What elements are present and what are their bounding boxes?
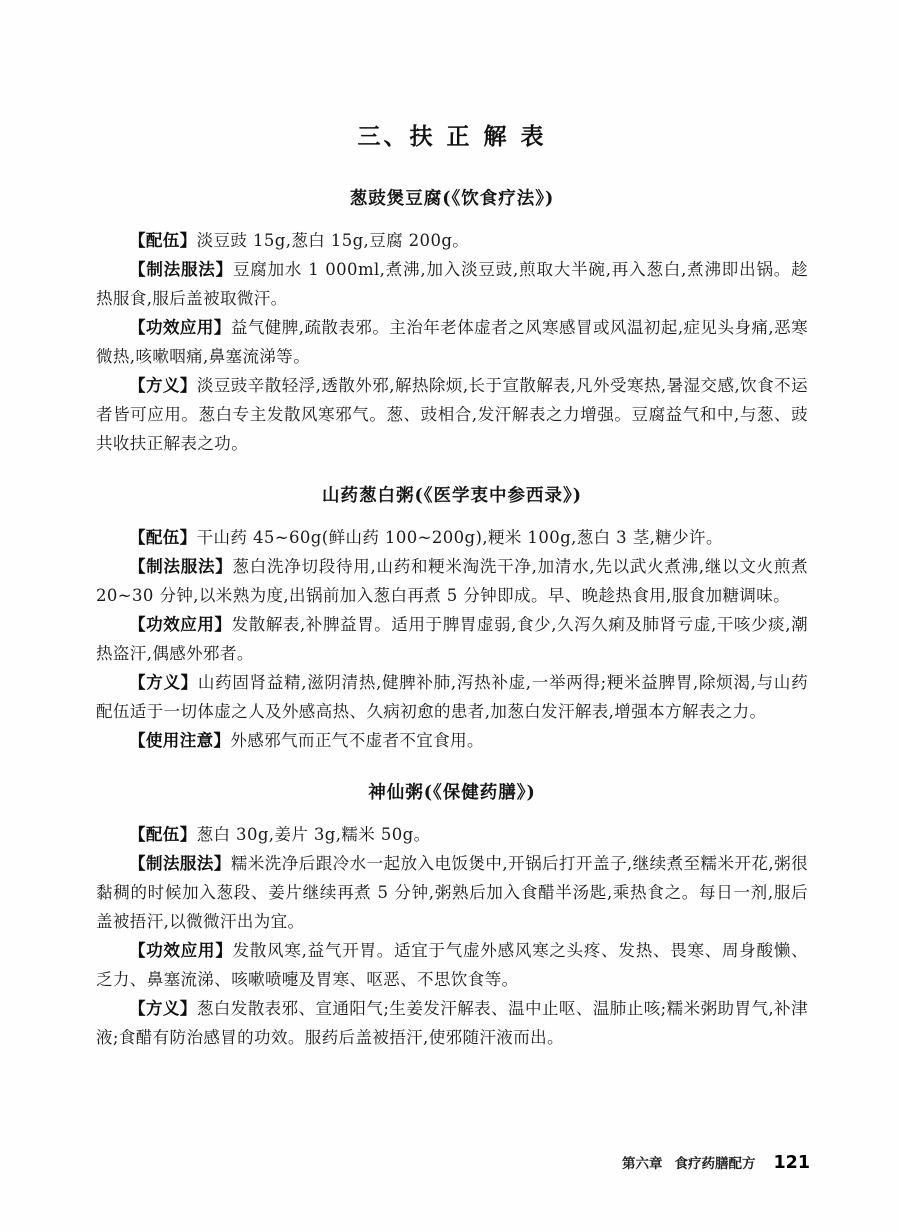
paragraph-zhifa-fufa <box>96 552 808 610</box>
chapter-section-title: 三、扶 正 解 表 <box>357 124 547 150</box>
field-text: 葱白 30g,姜片 3g,糯米 50g。 <box>196 825 431 844</box>
paragraph-zhifa-fufa <box>96 849 808 936</box>
recipe-section-1 <box>96 185 808 458</box>
paragraph-zhifa-fufa <box>96 255 808 313</box>
field-label: 【配伍】 <box>129 231 197 250</box>
field-label: 【制法服法】 <box>129 260 233 279</box>
field-label: 【制法服法】 <box>129 854 231 873</box>
footer-chapter-label: 第六章 <box>621 1156 663 1172</box>
field-text: 干山药 45~60g(鲜山药 100~200g),粳米 100g,葱白 3 茎,糖少许。 <box>196 528 723 547</box>
field-label: 【制法服法】 <box>129 557 233 576</box>
paragraph-fangyi <box>96 994 808 1052</box>
recipe-section-2 <box>96 482 808 755</box>
recipe-section-3 <box>96 779 808 1052</box>
paragraph-peiwu <box>96 820 808 849</box>
footer-page-number: 121 <box>773 1153 810 1173</box>
recipe-heading: 神仙粥(《保健药膳》) <box>368 783 536 803</box>
field-label: 【配伍】 <box>129 528 197 547</box>
page-footer <box>622 1152 810 1173</box>
field-text: 淡豆豉辛散轻浮,透散外邪,解热除烦,长于宣散解表,凡外受寒热,暑湿交感,饮食不运者皆可应用。葱白专主发散风寒邪气。葱、豉相合,发汗解表之力增强。豆腐益气和中,与葱、豉共收扶正解表之功。 <box>96 376 808 453</box>
field-text: 葱白洗净切段待用,山药和粳米淘洗干净,加清水,先以武火煮沸,继以文火煎煮 20~30 分钟,以米熟为度,出锅前加入葱白再煮 5 分钟即成。早、晚趁热食用,服食加糖调味。 <box>96 557 808 605</box>
field-text: 发散风寒,益气开胃。适宜于气虚外感风寒之头疼、发热、畏寒、周身酸懒、乏力、鼻塞流涕、咳嗽喷嚏及胃寒、呕恶、不思饮食等。 <box>96 941 808 989</box>
field-text: 糯米洗净后跟冷水一起放入电饭煲中,开锅后打开盖子,继续煮至糯米开花,粥很黏稠的时候加入葱段、姜片继续再煮 5 分钟,粥熟后加入食醋半汤匙,乘热食之。每日一剂,服后盖被捂汗,以微微汗出为宜。 <box>96 854 808 931</box>
field-label: 【配伍】 <box>129 825 197 844</box>
paragraph-peiwu <box>96 226 808 255</box>
field-text: 益气健脾,疏散表邪。主治年老体虚者之风寒感冒或风温初起,症见头身痛,恶寒微热,咳嗽咽痛,鼻塞流涕等。 <box>96 318 808 366</box>
field-text: 发散解表,补脾益胃。适用于脾胃虚弱,食少,久泻久痢及肺肾亏虚,干咳少痰,潮热盗汗,偶感外邪者。 <box>96 615 808 663</box>
footer-chapter-title: 食疗药膳配方 <box>674 1156 756 1172</box>
field-label: 【方义】 <box>129 376 197 395</box>
field-label: 【功效应用】 <box>129 615 232 634</box>
page-content <box>96 118 808 1052</box>
field-label: 【使用注意】 <box>129 731 231 750</box>
field-text: 葱白发散表邪、宣通阳气;生姜发汗解表、温中止呕、温肺止咳;糯米粥助胃气,补津液;食醋有防治感冒的功效。服药后盖被捂汗,使邪随汗液而出。 <box>96 999 808 1047</box>
recipe-heading: 山药葱白粥(《医学衷中参西录》) <box>321 486 583 506</box>
field-label: 【功效应用】 <box>129 941 233 960</box>
recipe-heading: 葱豉煲豆腐(《饮食疗法》) <box>349 189 555 209</box>
field-text: 淡豆豉 15g,葱白 15g,豆腐 200g。 <box>196 231 470 250</box>
field-label: 【功效应用】 <box>129 318 231 337</box>
field-label: 【方义】 <box>129 999 197 1018</box>
paragraph-fangyi <box>96 668 808 726</box>
paragraph-peiwu <box>96 523 808 552</box>
field-text: 山药固肾益精,滋阴清热,健脾补肺,泻热补虚,一举两得;粳米益脾胃,除烦渴,与山药配伍适于一切体虚之人及外感高热、久病初愈的患者,加葱白发汗解表,增强本方解表之力。 <box>96 673 808 721</box>
paragraph-gongxiao-yingyong <box>96 936 808 994</box>
field-text: 外感邪气而正气不虚者不宜食用。 <box>230 731 484 750</box>
paragraph-shiyong-zhuyi <box>96 726 808 755</box>
paragraph-fangyi <box>96 371 808 458</box>
field-text: 豆腐加水 1 000ml,煮沸,加入淡豆豉,煎取大半碗,再入葱白,煮沸即出锅。趁热服食,服后盖被取微汗。 <box>96 260 808 308</box>
paragraph-gongxiao-yingyong <box>96 313 808 371</box>
field-label: 【方义】 <box>129 673 198 692</box>
paragraph-gongxiao-yingyong <box>96 610 808 668</box>
